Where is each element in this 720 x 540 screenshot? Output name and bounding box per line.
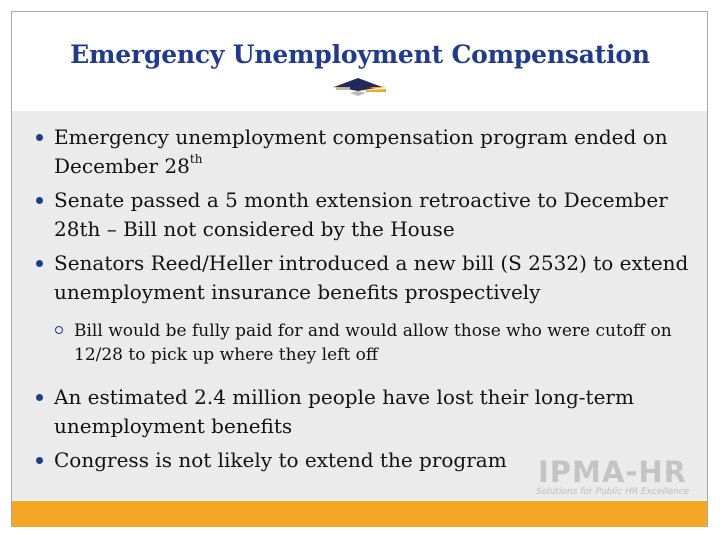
bullet-dot-icon bbox=[36, 134, 43, 141]
superscript: th bbox=[189, 152, 203, 167]
logo-wordmark: IPMA-HR bbox=[538, 455, 687, 489]
bullet-text: Congress is not likely to extend the program bbox=[54, 448, 507, 472]
sub-bullet-item bbox=[36, 319, 696, 367]
bullet-item bbox=[36, 249, 696, 307]
bullet-dot-icon bbox=[36, 394, 43, 401]
bullet-dot-icon bbox=[36, 197, 43, 204]
logo-tagline: Solutions for Public HR Excellence bbox=[536, 487, 690, 497]
bullet-text: An estimated 2.4 million people have lost their long-term unemployment benefits bbox=[54, 385, 634, 438]
bullet-text: Senate passed a 5 month extension retroactive to December 28th – Bill not considered by the House bbox=[54, 188, 668, 241]
bullet-item bbox=[36, 383, 696, 441]
ipma-hr-logo bbox=[520, 455, 710, 500]
bullet-item bbox=[36, 123, 696, 181]
bullet-dot-icon bbox=[36, 260, 43, 267]
slide-title: Emergency Unemployment Compensation bbox=[70, 40, 650, 69]
bullet-text: Senators Reed/Heller introduced a new bill (S 2532) to extend unemployment insurance benefits prospectively bbox=[54, 251, 689, 304]
bullet-item bbox=[36, 186, 696, 244]
footer-bar bbox=[12, 501, 707, 527]
bullet-list bbox=[36, 123, 696, 480]
title-divider-ornament-icon bbox=[328, 76, 390, 98]
bullet-dot-icon bbox=[36, 457, 43, 464]
bullet-text: Emergency unemployment compensation program ended on December 28 bbox=[54, 125, 668, 178]
sub-bullet-text: Bill would be fully paid for and would allow those who were cutoff on 12/28 to pick up where they left off bbox=[74, 321, 672, 365]
sub-bullet-ring-icon bbox=[55, 326, 63, 334]
